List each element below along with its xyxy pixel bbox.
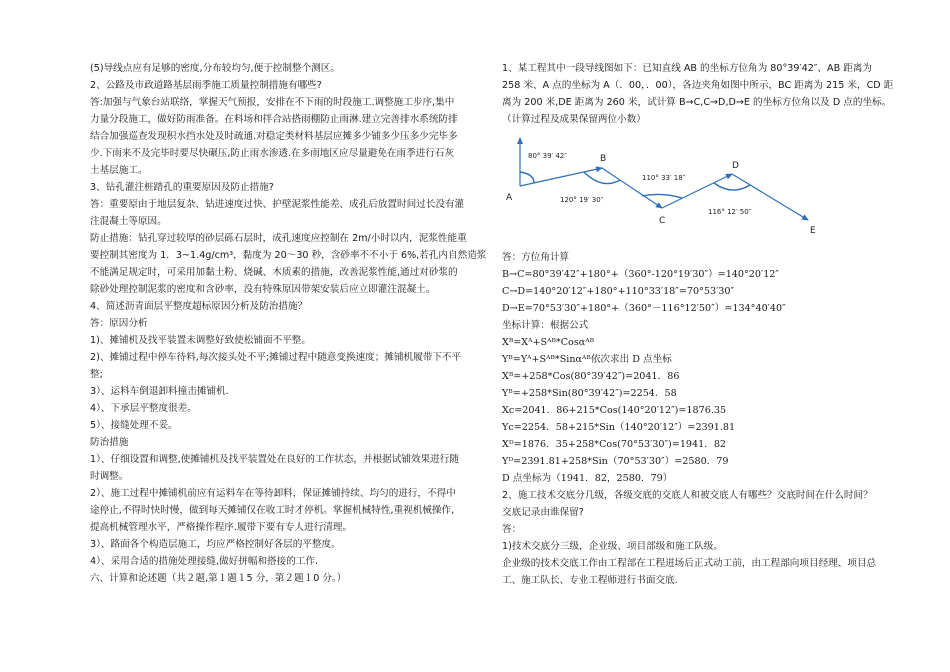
text-line: 2)、摊铺过程中停车待料,每次接头处不平;摊铺过程中随意变换速度；摊铺机履带下不平 <box>90 352 462 363</box>
question-heading: 4、简述沥青面层平整度超标原因分析及防治措施？ <box>90 301 308 312</box>
text-line: 少.下雨来不及完毕时要尽快碾压,防止雨水渗透.在多雨地区应尽量避免在雨季进行石灰 <box>90 148 455 159</box>
text-line: 坐标计算：根据公式 <box>502 320 589 331</box>
text-line: 3）、路面各个构造层施工，均应严格控制好各层的平整度。 <box>90 539 341 550</box>
text-line: 2）、施工过程中摊铺机前应有运料车在等待卸料，保证摊铺持续、均匀的进行，不得中 <box>90 488 456 499</box>
point-label: E <box>810 226 816 234</box>
text-line: 离为 200 米,DE 距离为 260 米，试计算 B→C,C→D,D→E 的坐标方位角以及 D 点的坐标。 <box>502 97 892 108</box>
text-line: 5）、接缝处理不妥。 <box>90 420 178 431</box>
question-heading: 2、公路及市政道路基层雨季施工质量控制措施有哪些? <box>90 80 322 91</box>
text-line: 除砂处理控制泥浆的密度和含砂率，没有特殊原因带架安装后应立即灌注混凝土。 <box>90 284 436 295</box>
point-label: B <box>600 154 607 164</box>
text-line: 土基层施工。 <box>90 165 148 176</box>
formula-line: Xᴮ=Xᴬ+Sᴬᴮ*Cosαᴬᴮ <box>502 337 595 348</box>
text-line: 不能满足规定时，可采用加黏土粉、烧碱、木质素的措施，改善泥浆性能,通过对砂浆的 <box>90 267 458 278</box>
angle-label: 110° 33′ 18″ <box>642 174 686 182</box>
text-line: 提高机械管理水平，严格操作程序.履带下要有专人进行清理。 <box>90 522 353 533</box>
text-line: 交底记录由谁保留? <box>502 507 584 518</box>
text-line: 工、施工队长、专业工程师进行书面交底. <box>502 575 678 586</box>
question-heading: 1、某工程其中一段导线图如下：已知直线 AB 的坐标方位角为 80°39′42″、AB 距离为 <box>502 63 872 74</box>
text-line: 企业级的技术交底工作由工程部在工程进场后正式动工前，由工程部向项目经理、项目总 <box>502 558 877 569</box>
text-line: 结合加强巡查发现积水挡水处及时疏通.对稳定类材料基层应摊多少铺多少压多少完毕多 <box>90 131 458 142</box>
text-line: 答：重要原由于地层复杂、钻进速度过快、护壁泥浆性能差、成孔后放置时间过长没有灌 <box>90 199 465 210</box>
question-heading: 3、钻孔灌注桩踏孔的重要原因及防止措施? <box>90 182 274 193</box>
section-heading: 六、计算和论述题（共２题,第１题１5 分，第２题１0 分。） <box>90 573 347 584</box>
text-line: 258 米、A 点的坐标为 A（．00，．00），各边夹角如图中所示，BC 距离为 215 米，CD 距 <box>502 80 894 91</box>
text-line: (5)导线点应有足够的密度,分布较均匀,便于控制整个测区。 <box>90 63 340 74</box>
formula-line: C→D=140°20′12″+180°+110°33′18″=70°53′30″ <box>502 286 735 297</box>
text-line: 3）、运料车倒退卸料撞击摊铺机. <box>90 386 229 397</box>
angle-label: 116° 12′ 50″ <box>708 208 752 216</box>
formula-line: Xᴮ=+258*Cos(80°39′42″)=2041．86 <box>502 371 680 382</box>
text-line: 答：原因分析 <box>90 318 148 329</box>
text-line: 1)技术交底分三级，企业级、项目部级和施工队级。 <box>502 541 723 552</box>
angle-label: 80° 39′ 42″ <box>528 152 567 160</box>
angle-arc-d <box>714 183 750 190</box>
answer-heading: 答：方位角计算 <box>502 252 570 263</box>
traverse-diagram <box>500 134 840 234</box>
formula-line: Xc=2041．86+215*Cos(140°20′12″)=1876.35 <box>502 405 727 416</box>
angle-arc-c <box>642 194 682 198</box>
point-label: D <box>732 161 739 171</box>
formula-line: B→C=80°39′42″+180°+（360°-120°19′30″）=140°20′12″ <box>502 269 779 280</box>
question-heading: 2、施工技术交底分几级，各级交底的交底人和被交底人有哪些？交底时间在什么时间？ <box>502 490 873 501</box>
angle-label: 120° 19′ 30″ <box>560 196 604 204</box>
text-line: 1)、摊铺机及找平装置未调整好致使松铺面不平整。 <box>90 335 311 346</box>
text-line: 途停止,不得时快时慢，做到每天摊铺仅在收工时才停机。掌握机械特性,重视机械操作, <box>90 505 455 516</box>
text-line: 1）、仔细设置和调整,使摊铺机及找平装置处在良好的工作状态，并根据试铺效果进行随 <box>90 454 459 465</box>
text-line: 力量分段施工，做好防雨准备。在料场和拌合站搭雨棚防止雨淋.建立完善排水系统防排 <box>90 114 458 125</box>
text-line: （计算过程及成果保留两位小数） <box>502 114 646 125</box>
text-line: 时调整。 <box>90 471 129 482</box>
point-label: C <box>659 216 666 226</box>
angle-arc-a <box>520 172 534 183</box>
text-line: 要控制其密度为 1．3~1.4g/cm³，黏度为 20～30 秒，含砂率不不小于 6%,若孔内自然造浆 <box>90 250 487 261</box>
formula-line: Yᴮ=+258*Sin(80°39′42″)=2254．58 <box>502 388 677 399</box>
text-line: 答:加强与气象台站联络，掌握天气预报，安排在不下雨的时段施工.调整施工步序,集中 <box>90 97 455 108</box>
answer-heading: 答： <box>502 524 522 535</box>
formula-line: Yc=2254．58+215*Sin（140°20′12″）=2391.81 <box>502 422 736 433</box>
result-line: D 点坐标为（1941．82，2580．79） <box>502 473 673 484</box>
formula-line: Yᴮ=Yᴬ+Sᴬᴮ*Sinαᴬᴮ依次求出 D 点坐标 <box>502 354 672 365</box>
formula-line: Xᴰ=1876．35+258*Cos(70°53′30″)=1941．82 <box>502 439 727 450</box>
text-line: 整; <box>90 369 103 380</box>
point-label: A <box>506 193 513 203</box>
formula-line: D→E=70°53′30″+180°+（360°－116°12′50″）=134°40′40″ <box>502 303 786 314</box>
angle-arc-b <box>584 172 620 184</box>
section-heading: 防治措施 <box>90 437 129 448</box>
text-line: 注混凝土等原因。 <box>90 216 167 227</box>
text-line: 防止措施：钻孔穿过较厚的砂层砾石层时，成孔速度应控制在 2m/小时以内，泥浆性能重 <box>90 233 467 244</box>
text-line: 4）、下承层平整度很差。 <box>90 403 197 414</box>
text-line: 4）、采用合适的措施处理接缝,做好拼幅和搭接的工作. <box>90 556 319 567</box>
formula-line: Yᴰ=2391.81+258*Sin（70°53′30″）=2580．79 <box>502 456 729 467</box>
